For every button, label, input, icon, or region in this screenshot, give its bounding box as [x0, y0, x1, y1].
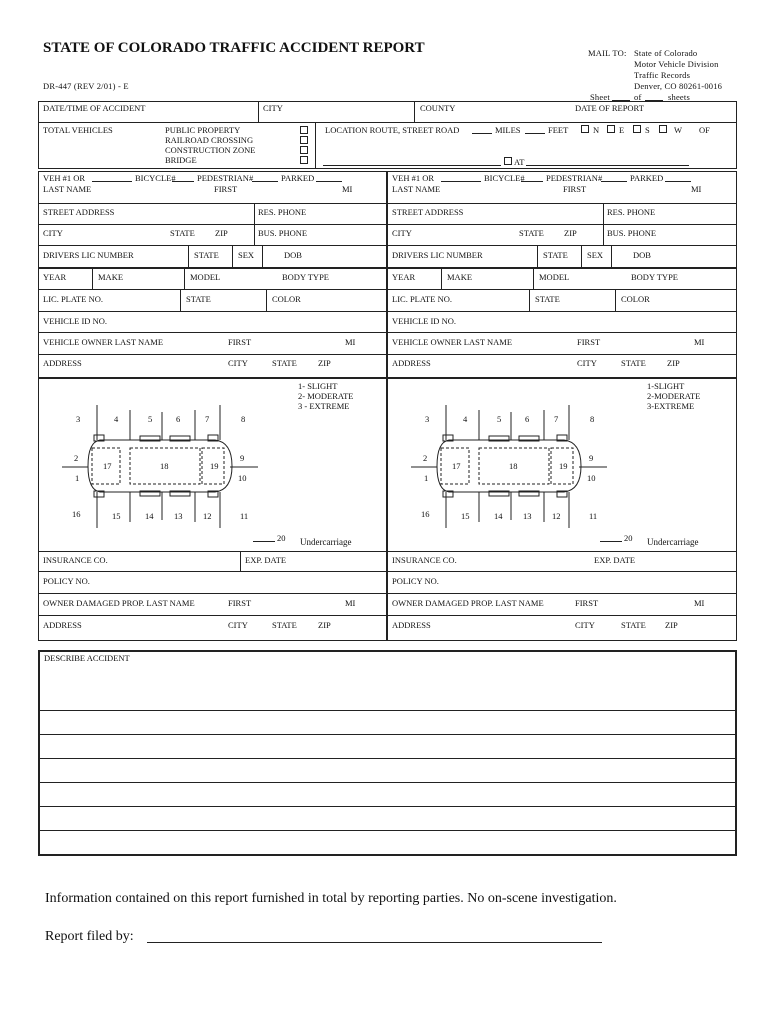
damage-zone-15: 15	[112, 511, 121, 521]
feet-field[interactable]	[525, 133, 545, 134]
plate-state-field[interactable]: STATE	[535, 294, 560, 304]
option-bridge: BRIDGE	[165, 155, 197, 165]
describe-accident-label: DESCRIBE ACCIDENT	[44, 653, 130, 663]
miles-label: MILES	[495, 125, 521, 135]
damage-zone-16: 16	[421, 509, 430, 519]
bicycle-label: BICYCLE#	[484, 173, 525, 183]
color-field[interactable]: COLOR	[272, 294, 301, 304]
damage-zone-12: 12	[552, 511, 561, 521]
undercarriage-label: Undercarriage	[300, 537, 352, 547]
first-name-field[interactable]: FIRST	[214, 184, 238, 194]
damage-zone-13: 13	[523, 511, 532, 521]
of-label: of	[634, 92, 642, 102]
date-of-report-field[interactable]: DATE OF REPORT	[575, 103, 644, 113]
dl-state-field[interactable]: STATE	[194, 250, 219, 260]
mail-to-line-1: State of Colorado	[634, 48, 698, 58]
state-field-v1[interactable]: STATE	[170, 228, 195, 238]
exp-date-field[interactable]: EXP. DATE	[245, 555, 287, 565]
model-field[interactable]: MODEL	[539, 272, 570, 282]
owner-address-field[interactable]: ADDRESS	[43, 358, 82, 368]
parked-label: PARKED	[630, 173, 664, 183]
severity-1: 1- SLIGHT	[298, 381, 338, 391]
damage-zone-9: 9	[240, 453, 245, 463]
severity-2: 2- MODERATE	[298, 391, 354, 401]
zip-field-v1[interactable]: ZIP	[215, 228, 228, 238]
at-label: AT	[514, 157, 525, 167]
direction-w-checkbox[interactable]	[659, 125, 667, 133]
public-property-checkbox[interactable]	[300, 126, 308, 134]
owner-city-field[interactable]: CITY	[228, 358, 248, 368]
at-checkbox[interactable]	[504, 157, 512, 165]
damage-zone-3: 3	[76, 414, 81, 424]
insurance-field[interactable]: INSURANCE CO.	[392, 555, 457, 565]
damaged-prop-state-field[interactable]: STATE	[272, 620, 297, 630]
damage-zone-8: 8	[590, 414, 595, 424]
damage-zone-1: 1	[424, 473, 429, 483]
location-road-field[interactable]	[323, 165, 501, 166]
parked-label: PARKED	[281, 173, 315, 183]
sheet-label: Sheet	[590, 92, 610, 102]
report-filed-by-label: Report filed by:	[45, 929, 134, 944]
describe-line[interactable]	[38, 830, 737, 831]
describe-line[interactable]	[38, 782, 737, 783]
damage-zone-6: 6	[176, 414, 181, 424]
insurance-field[interactable]: INSURANCE CO.	[43, 555, 108, 565]
describe-line[interactable]	[38, 758, 737, 759]
model-field[interactable]: MODEL	[190, 272, 221, 282]
damage-zone-10: 10	[238, 473, 247, 483]
make-field[interactable]: MAKE	[447, 272, 473, 282]
damaged-prop-first-field[interactable]: FIRST	[228, 598, 252, 608]
owner-last-name-field[interactable]: VEHICLE OWNER LAST NAME	[392, 337, 513, 347]
option-public-property: PUBLIC PROPERTY	[165, 125, 241, 135]
direction-e-checkbox[interactable]	[607, 125, 615, 133]
damaged-prop-city-field[interactable]: CITY	[228, 620, 248, 630]
pedestrian-label: PEDESTRIAN#	[197, 173, 254, 183]
owner-mi-field[interactable]: MI	[694, 337, 705, 347]
zip-field-v2[interactable]: ZIP	[564, 228, 577, 238]
severity-3: 3-EXTREME	[647, 401, 695, 411]
pedestrian-label: PEDESTRIAN#	[546, 173, 603, 183]
construction-zone-checkbox[interactable]	[300, 146, 308, 154]
damage-zone-19: 19	[559, 461, 568, 471]
owner-zip-field[interactable]: ZIP	[667, 358, 680, 368]
location-label: LOCATION ROUTE, STREET ROAD	[325, 125, 460, 135]
damaged-prop-address-field[interactable]: ADDRESS	[392, 620, 431, 630]
direction-e-label: E	[619, 125, 625, 135]
damage-zone-2: 2	[423, 453, 428, 463]
state-field-v2[interactable]: STATE	[519, 228, 544, 238]
railroad-crossing-checkbox[interactable]	[300, 136, 308, 144]
policy-field[interactable]: POLICY NO.	[43, 576, 90, 586]
bus-phone-field[interactable]: BUS. PHONE	[607, 228, 657, 238]
describe-accident-box[interactable]	[38, 650, 737, 856]
direction-n-label: N	[593, 125, 600, 135]
damage-zone-8: 8	[241, 414, 246, 424]
dob-field[interactable]: DOB	[284, 250, 302, 260]
county-field[interactable]: COUNTY	[420, 103, 456, 113]
last-name-field[interactable]: LAST NAME	[43, 184, 92, 194]
drivers-license-field[interactable]: DRIVERS LIC NUMBER	[43, 250, 134, 260]
owner-first-field[interactable]: FIRST	[228, 337, 252, 347]
date-time-field[interactable]: DATE/TIME OF ACCIDENT	[43, 103, 146, 113]
damage-zone-17: 17	[103, 461, 112, 471]
mail-to-line-2: Motor Vehicle Division	[634, 59, 719, 69]
damage-zone-11: 11	[589, 511, 598, 521]
bus-phone-field[interactable]: BUS. PHONE	[258, 228, 308, 238]
direction-s-label: S	[645, 125, 650, 135]
severity-2: 2-MODERATE	[647, 391, 701, 401]
damaged-prop-address-field[interactable]: ADDRESS	[43, 620, 82, 630]
damage-zone-15: 15	[461, 511, 470, 521]
undercarriage-label: Undercarriage	[647, 537, 699, 547]
owner-zip-field[interactable]: ZIP	[318, 358, 331, 368]
damage-zone-12: 12	[203, 511, 212, 521]
make-field[interactable]: MAKE	[98, 272, 124, 282]
owner-state-field[interactable]: STATE	[272, 358, 297, 368]
damage-zone-11: 11	[240, 511, 249, 521]
damage-zone-9: 9	[589, 453, 594, 463]
city-field-v1[interactable]: CITY	[43, 228, 63, 238]
damage-zone-10: 10	[587, 473, 596, 483]
damage-zone-19: 19	[210, 461, 219, 471]
damaged-prop-first-field[interactable]: FIRST	[575, 598, 599, 608]
direction-s-checkbox[interactable]	[633, 125, 641, 133]
plate-state-field[interactable]: STATE	[186, 294, 211, 304]
damage-zone-18: 18	[509, 461, 518, 471]
form-id: DR-447 (REV 2/01) - E	[43, 81, 129, 91]
damage-zone-2: 2	[74, 453, 79, 463]
body-type-field[interactable]: BODY TYPE	[282, 272, 329, 282]
describe-line[interactable]	[38, 806, 737, 807]
damage-zone-6: 6	[525, 414, 530, 424]
sex-field[interactable]: SEX	[587, 250, 604, 260]
bicycle-label: BICYCLE#	[135, 173, 176, 183]
damage-zone-7: 7	[205, 414, 210, 424]
owner-city-field[interactable]: CITY	[577, 358, 597, 368]
year-field[interactable]: YEAR	[392, 272, 416, 282]
at-location-field[interactable]	[526, 165, 689, 166]
damaged-prop-city-field[interactable]: CITY	[575, 620, 595, 630]
damage-zone-16: 16	[72, 509, 81, 519]
option-railroad-crossing: RAILROAD CROSSING	[165, 135, 254, 145]
total-vehicles-field[interactable]: TOTAL VEHICLES	[43, 125, 113, 135]
owner-mi-field[interactable]: MI	[345, 337, 356, 347]
damage-zone-13: 13	[174, 511, 183, 521]
color-field[interactable]: COLOR	[621, 294, 650, 304]
mail-to-line-3: Traffic Records	[634, 70, 691, 80]
describe-line[interactable]	[38, 734, 737, 735]
damaged-prop-owner-field[interactable]: OWNER DAMAGED PROP. LAST NAME	[392, 598, 544, 608]
plate-field[interactable]: LIC. PLATE NO.	[392, 294, 452, 304]
last-name-field[interactable]: LAST NAME	[392, 184, 441, 194]
report-title: STATE OF COLORADO TRAFFIC ACCIDENT REPORT	[43, 40, 425, 56]
first-name-field[interactable]: FIRST	[563, 184, 587, 194]
vin-field[interactable]: VEHICLE ID NO.	[43, 316, 107, 326]
damage-zone-1: 1	[75, 473, 80, 483]
severity-1: 1-SLIGHT	[647, 381, 685, 391]
describe-line[interactable]	[38, 710, 737, 711]
damage-zone-17: 17	[452, 461, 461, 471]
damaged-prop-state-field[interactable]: STATE	[621, 620, 646, 630]
damaged-prop-owner-field[interactable]: OWNER DAMAGED PROP. LAST NAME	[43, 598, 195, 608]
veh-or-label: VEH #1 OR	[43, 173, 86, 183]
damage-zone-14: 14	[494, 511, 503, 521]
plate-field[interactable]: LIC. PLATE NO.	[43, 294, 103, 304]
bridge-checkbox[interactable]	[300, 156, 308, 164]
drivers-license-field[interactable]: DRIVERS LIC NUMBER	[392, 250, 483, 260]
damage-zone-18: 18	[160, 461, 169, 471]
damaged-prop-zip-field[interactable]: ZIP	[318, 620, 331, 630]
miles-field[interactable]	[472, 133, 492, 134]
mail-to-label: MAIL TO:	[588, 48, 627, 58]
exp-date-field[interactable]: EXP. DATE	[594, 555, 636, 565]
damage-zone-5: 5	[497, 414, 502, 424]
damage-zone-5: 5	[148, 414, 153, 424]
street-address-field[interactable]: STREET ADDRESS	[43, 207, 115, 217]
severity-3: 3 - EXTREME	[298, 401, 350, 411]
res-phone-field[interactable]: RES. PHONE	[607, 207, 656, 217]
damage-zone-7: 7	[554, 414, 559, 424]
damaged-prop-mi-field[interactable]: MI	[345, 598, 356, 608]
report-filed-by-field[interactable]	[147, 942, 602, 943]
owner-state-field[interactable]: STATE	[621, 358, 646, 368]
city-field[interactable]: CITY	[263, 103, 283, 113]
damage-zone-20: 20	[277, 533, 286, 543]
dl-state-field[interactable]: STATE	[543, 250, 568, 260]
damage-zone-14: 14	[145, 511, 154, 521]
policy-field[interactable]: POLICY NO.	[392, 576, 439, 586]
damage-zone-4: 4	[114, 414, 119, 424]
damage-zone-20: 20	[624, 533, 633, 543]
direction-n-checkbox[interactable]	[581, 125, 589, 133]
direction-w-label: W	[674, 125, 683, 135]
street-address-field[interactable]: STREET ADDRESS	[392, 207, 464, 217]
owner-first-field[interactable]: FIRST	[577, 337, 601, 347]
owner-last-name-field[interactable]: VEHICLE OWNER LAST NAME	[43, 337, 164, 347]
disclaimer-note: Information contained on this report furnished in total by reporting parties. No on-scene investigation.	[45, 891, 617, 906]
feet-label: FEET	[548, 125, 569, 135]
owner-address-field[interactable]: ADDRESS	[392, 358, 431, 368]
mi-field[interactable]: MI	[342, 184, 353, 194]
of-direction-label: OF	[699, 125, 710, 135]
option-construction-zone: CONSTRUCTION ZONE	[165, 145, 256, 155]
dob-field[interactable]: DOB	[633, 250, 651, 260]
res-phone-field[interactable]: RES. PHONE	[258, 207, 307, 217]
vin-field[interactable]: VEHICLE ID NO.	[392, 316, 456, 326]
mi-field[interactable]: MI	[691, 184, 702, 194]
year-field[interactable]: YEAR	[43, 272, 67, 282]
sex-field[interactable]: SEX	[238, 250, 255, 260]
body-type-field[interactable]: BODY TYPE	[631, 272, 678, 282]
veh-or-label: VEH #1 OR	[392, 173, 435, 183]
city-field-v2[interactable]: CITY	[392, 228, 412, 238]
mail-to-line-4: Denver, CO 80261-0016	[634, 81, 723, 91]
damaged-prop-zip-field[interactable]: ZIP	[665, 620, 678, 630]
damage-zone-3: 3	[425, 414, 430, 424]
damage-zone-4: 4	[463, 414, 468, 424]
sheets-label: sheets	[668, 92, 690, 102]
damaged-prop-mi-field[interactable]: MI	[694, 598, 705, 608]
